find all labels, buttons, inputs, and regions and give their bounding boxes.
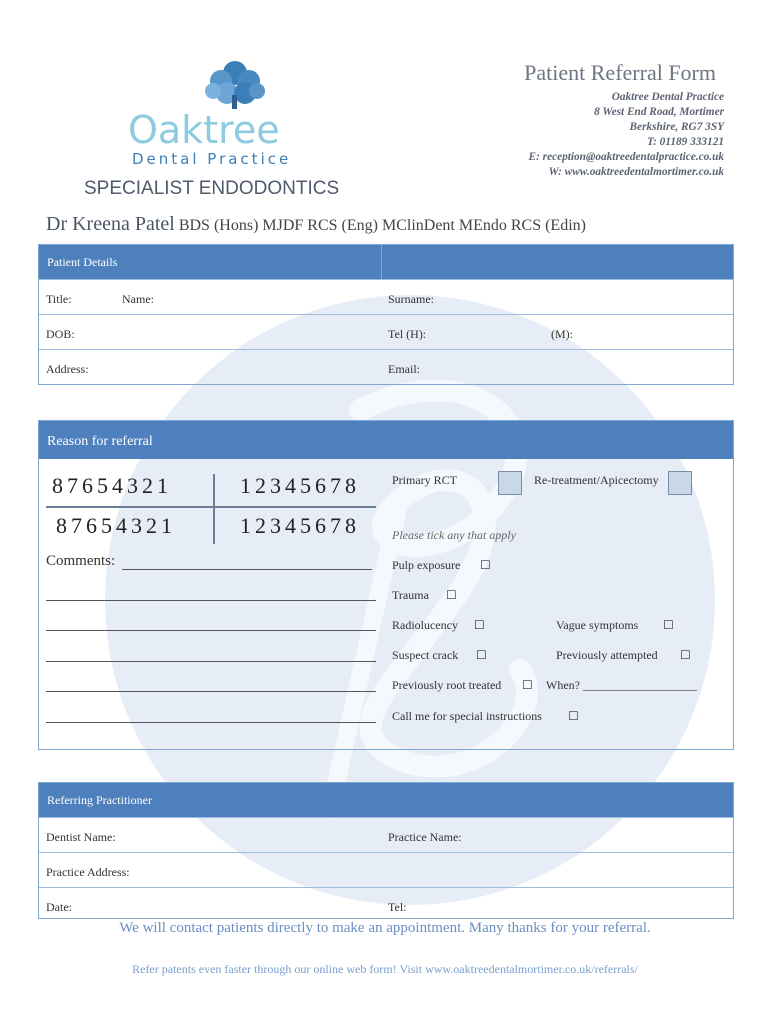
doctor-heading <box>46 213 586 236</box>
tooth-chart-lower-left: 87654321 <box>56 513 176 538</box>
logo-tagline: SPECIALIST ENDODONTICS <box>84 178 340 199</box>
date-label[interactable]: Date: <box>46 900 72 914</box>
when-field[interactable]: When? ___________________ <box>546 678 697 692</box>
comment-line[interactable] <box>46 600 376 601</box>
pulp-exposure-label: Pulp exposure <box>392 558 461 572</box>
practice-name-label[interactable]: Practice Name: <box>388 830 462 844</box>
logo-subtitle: Dental Practice <box>132 150 292 168</box>
retreatment-label: Re-treatment/Apicectomy <box>534 473 659 487</box>
practice-address-label[interactable]: Practice Address: <box>46 865 130 879</box>
patient-row-dob <box>39 314 733 349</box>
reason-heading: Reason for referral <box>39 421 733 459</box>
patient-row-name <box>39 279 733 314</box>
trauma-checkbox[interactable]: ☐ <box>446 588 457 602</box>
retreatment-checkbox[interactable] <box>668 471 692 495</box>
comment-line[interactable] <box>46 691 376 692</box>
dentist-name-label[interactable]: Dentist Name: <box>46 830 116 844</box>
tooth-chart-upper-left: 87654321 <box>52 473 172 498</box>
referring-heading: Referring Practitioner <box>39 783 733 817</box>
referring-row-names <box>39 817 733 852</box>
doctor-name: Dr Kreena Patel <box>46 213 175 235</box>
footer-web-form-note: Refer patents even faster through our online web form! Visit www.oaktreedentalmortimer.co.uk/referrals/ <box>132 962 638 976</box>
tel-label[interactable]: Tel: <box>388 900 407 914</box>
practice-line: T: 01189 333121 <box>647 136 724 148</box>
title-label: Title: <box>46 292 72 306</box>
comment-line[interactable] <box>122 569 372 570</box>
tooth-chart-vertical-line <box>213 474 215 544</box>
suspect-crack-label: Suspect crack <box>392 648 459 662</box>
doctor-qualifications: BDS (Hons) MJDF RCS (Eng) MClinDent MEndo RCS (Edin) <box>178 217 586 234</box>
form-title: Patient Referral Form <box>524 60 716 85</box>
footer-message: We will contact patients directly to make an appointment. Many thanks for your referral. <box>119 920 651 936</box>
radiolucency-label: Radiolucency <box>392 618 458 632</box>
tooth-chart-lower-right: 12345678 <box>240 513 360 538</box>
surname-label[interactable]: Surname: <box>388 292 434 306</box>
tel-home-label[interactable]: Tel (H): <box>388 327 427 341</box>
vague-symptoms-checkbox[interactable]: ☐ <box>663 618 674 632</box>
practice-line: Berkshire, RG7 3SY <box>629 121 724 133</box>
patient-details-section <box>38 244 734 385</box>
practice-line: W: www.oaktreedentalmortimer.co.uk <box>548 166 724 178</box>
comment-line[interactable] <box>46 630 376 631</box>
previously-root-treated-label: Previously root treated <box>392 678 502 692</box>
previously-attempted-label: Previously attempted <box>556 648 658 662</box>
tooth-chart-horizontal-line <box>46 506 376 508</box>
comments-label: Comments: <box>46 553 116 569</box>
trauma-label: Trauma <box>392 588 429 602</box>
referring-row-address <box>39 852 733 887</box>
patient-details-heading: Patient Details <box>39 245 733 279</box>
suspect-crack-checkbox[interactable]: ☐ <box>476 648 487 662</box>
vague-symptoms-label: Vague symptoms <box>556 618 639 632</box>
email-label[interactable]: Email: <box>388 362 420 376</box>
practice-info <box>394 90 724 180</box>
radiolucency-checkbox[interactable]: ☐ <box>474 618 485 632</box>
practice-line: 8 West End Road, Mortimer <box>594 106 724 118</box>
pulp-exposure-checkbox[interactable]: ☐ <box>480 558 491 572</box>
previously-root-treated-checkbox[interactable]: ☐ <box>522 678 533 692</box>
referring-row-date <box>39 887 733 918</box>
name-label[interactable]: Name: <box>122 292 154 306</box>
tick-note: Please tick any that apply <box>392 528 516 542</box>
tooth-chart-upper-right: 12345678 <box>240 473 360 498</box>
practice-line: Oaktree Dental Practice <box>611 91 724 103</box>
primary-rct-label: Primary RCT <box>392 473 457 487</box>
dob-label[interactable]: DOB: <box>46 327 75 341</box>
previously-attempted-checkbox[interactable]: ☐ <box>680 648 691 662</box>
call-me-label: Call me for special instructions <box>392 709 542 723</box>
tel-mobile-label[interactable]: (M): <box>551 327 573 341</box>
comment-line[interactable] <box>46 722 376 723</box>
logo-name: Oaktree <box>128 108 280 152</box>
referring-section <box>38 782 734 919</box>
address-label[interactable]: Address: <box>46 362 89 376</box>
reason-section <box>38 420 734 750</box>
practice-line: E: reception@oaktreedentalpractice.co.uk <box>528 151 724 163</box>
comment-line[interactable] <box>46 661 376 662</box>
patient-row-address <box>39 349 733 384</box>
call-me-checkbox[interactable]: ☐ <box>568 709 579 723</box>
primary-rct-checkbox[interactable] <box>498 471 522 495</box>
